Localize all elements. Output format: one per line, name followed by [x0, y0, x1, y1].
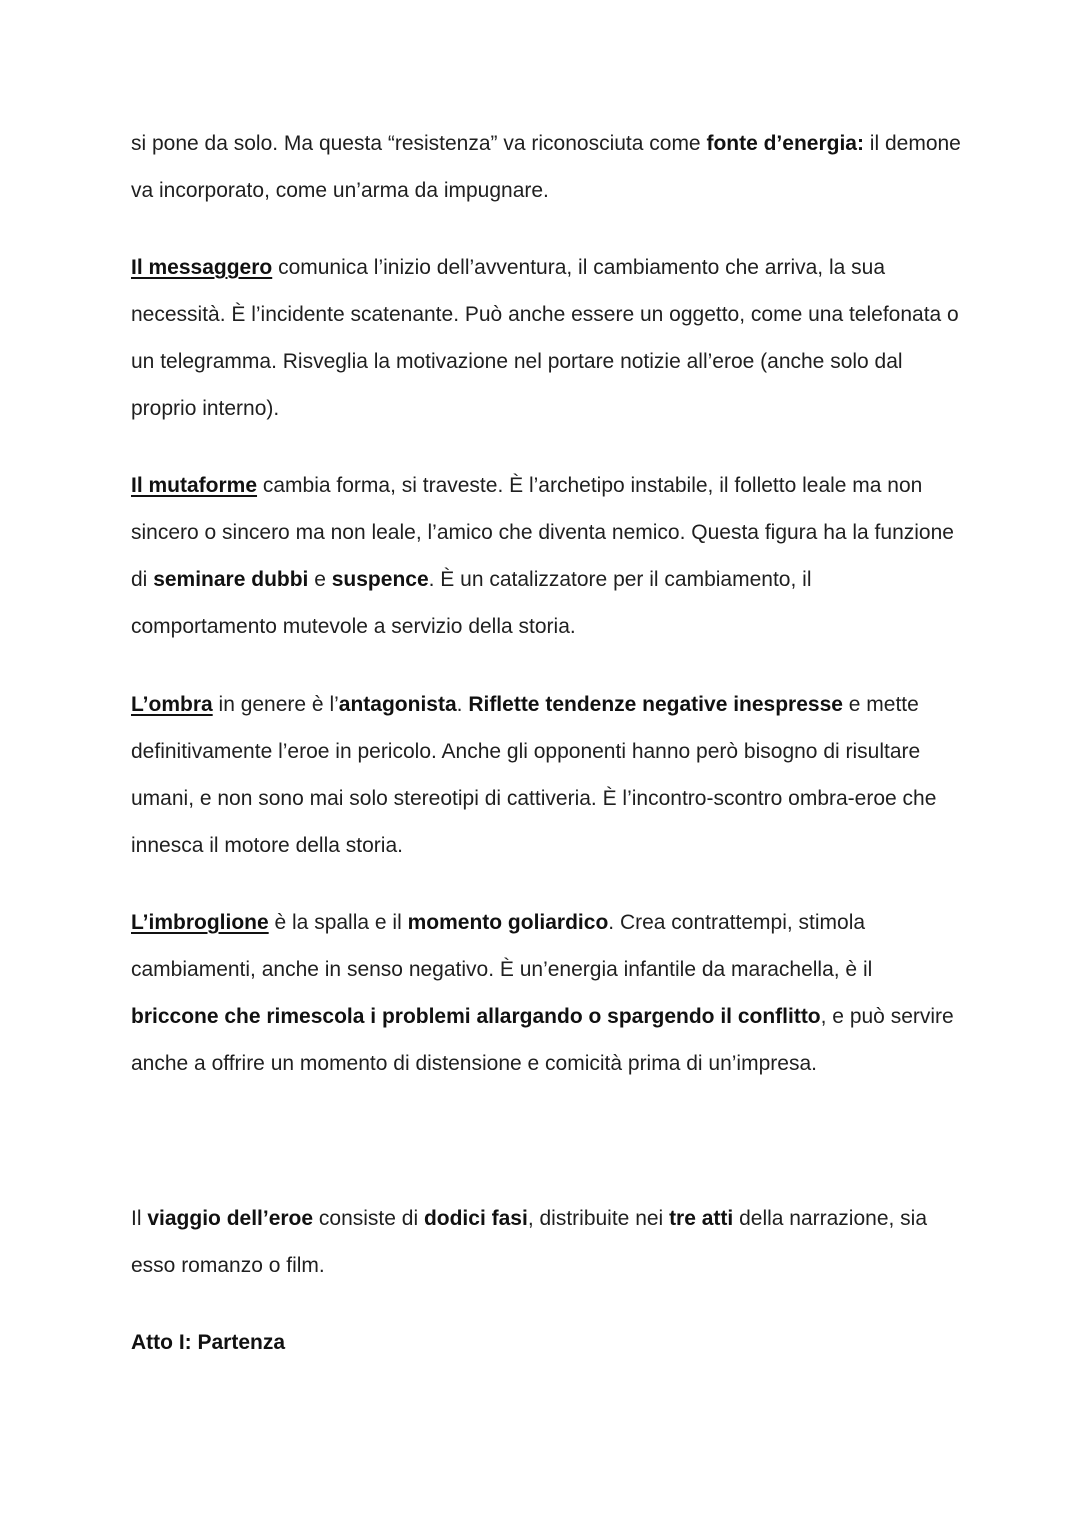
- text: e: [308, 568, 332, 591]
- term-shapeshifter: Il mutaforme: [131, 474, 258, 497]
- paragraph-trickster: [131, 899, 961, 1087]
- text: è la spalla e il: [268, 911, 408, 934]
- bold-phrase: Riflette tendenze negative inespresse: [468, 693, 843, 716]
- bold-phrase: seminare dubbi: [153, 568, 309, 591]
- text: si pone da solo. Ma questa “resistenza” va riconosciuta come: [131, 132, 707, 155]
- text: cambia forma, si traveste. È l’archetipo instabile, il folletto leale ma non sincero o sincero ma non leale, l’amico che diventa nemico. Questa figura ha la funzione di: [131, 474, 954, 591]
- text: e mette definitivamente l’eroe in pericolo. Anche gli opponenti hanno però bisogno di risultare umani, e non sono mai solo stereotipi di cattiveria. È l’incontro-scontro ombra-eroe che innesca il motore della storia.: [131, 693, 937, 857]
- text: , distribuite nei: [527, 1207, 670, 1230]
- paragraph-shadow: [131, 681, 961, 869]
- text: il demone va incorporato, come un’arma da impugnare.: [131, 132, 961, 202]
- paragraph-resistance: [131, 120, 961, 214]
- text: della narrazione, sia esso romanzo o film.: [131, 1207, 928, 1277]
- bold-phrase: momento goliardico: [407, 911, 609, 934]
- bold-phrase: dodici fasi: [423, 1207, 528, 1230]
- bold-phrase: tre atti: [669, 1207, 734, 1230]
- term-trickster: L’imbroglione: [131, 911, 269, 934]
- text: , e può servire anche a offrire un momento di distensione e comicità prima di un’impresa.: [131, 1005, 954, 1075]
- term-shadow: L’ombra: [131, 693, 213, 716]
- bold-phrase: fonte d’energia:: [706, 132, 864, 155]
- bold-phrase: viaggio dell’eroe: [147, 1207, 314, 1230]
- text: . È un catalizzatore per il cambiamento, il comportamento mutevole a servizio della storia.: [131, 568, 812, 638]
- bold-phrase: suspence: [331, 568, 429, 591]
- bold-phrase: antagonista: [338, 693, 457, 716]
- bold-phrase: briccone che rimescola i problemi allargando o spargendo il conflitto: [131, 1005, 821, 1028]
- paragraph-messenger: [131, 244, 961, 432]
- text: Il: [131, 1207, 148, 1230]
- text: consiste di: [313, 1207, 424, 1230]
- section-heading-act1: Atto I: Partenza: [131, 1331, 286, 1354]
- text: comunica l’inizio dell’avventura, il cambiamento che arriva, la sua necessità. È l’incidente scatenante. Può anche essere un oggetto, come una telefonata o un telegramma. Risveglia la motivazione nel portare notizie all’eroe (anche solo dal proprio interno).: [131, 256, 959, 420]
- text: . Crea contrattempi, stimola cambiamenti, anche in senso negativo. È un’energia infantile da marachella, è il: [131, 911, 873, 981]
- paragraph-journey: [131, 1195, 961, 1289]
- text: .: [456, 693, 469, 716]
- text: in genere è l’: [212, 693, 339, 716]
- term-messenger: Il messaggero: [131, 256, 273, 279]
- paragraph-shapeshifter: [131, 462, 961, 650]
